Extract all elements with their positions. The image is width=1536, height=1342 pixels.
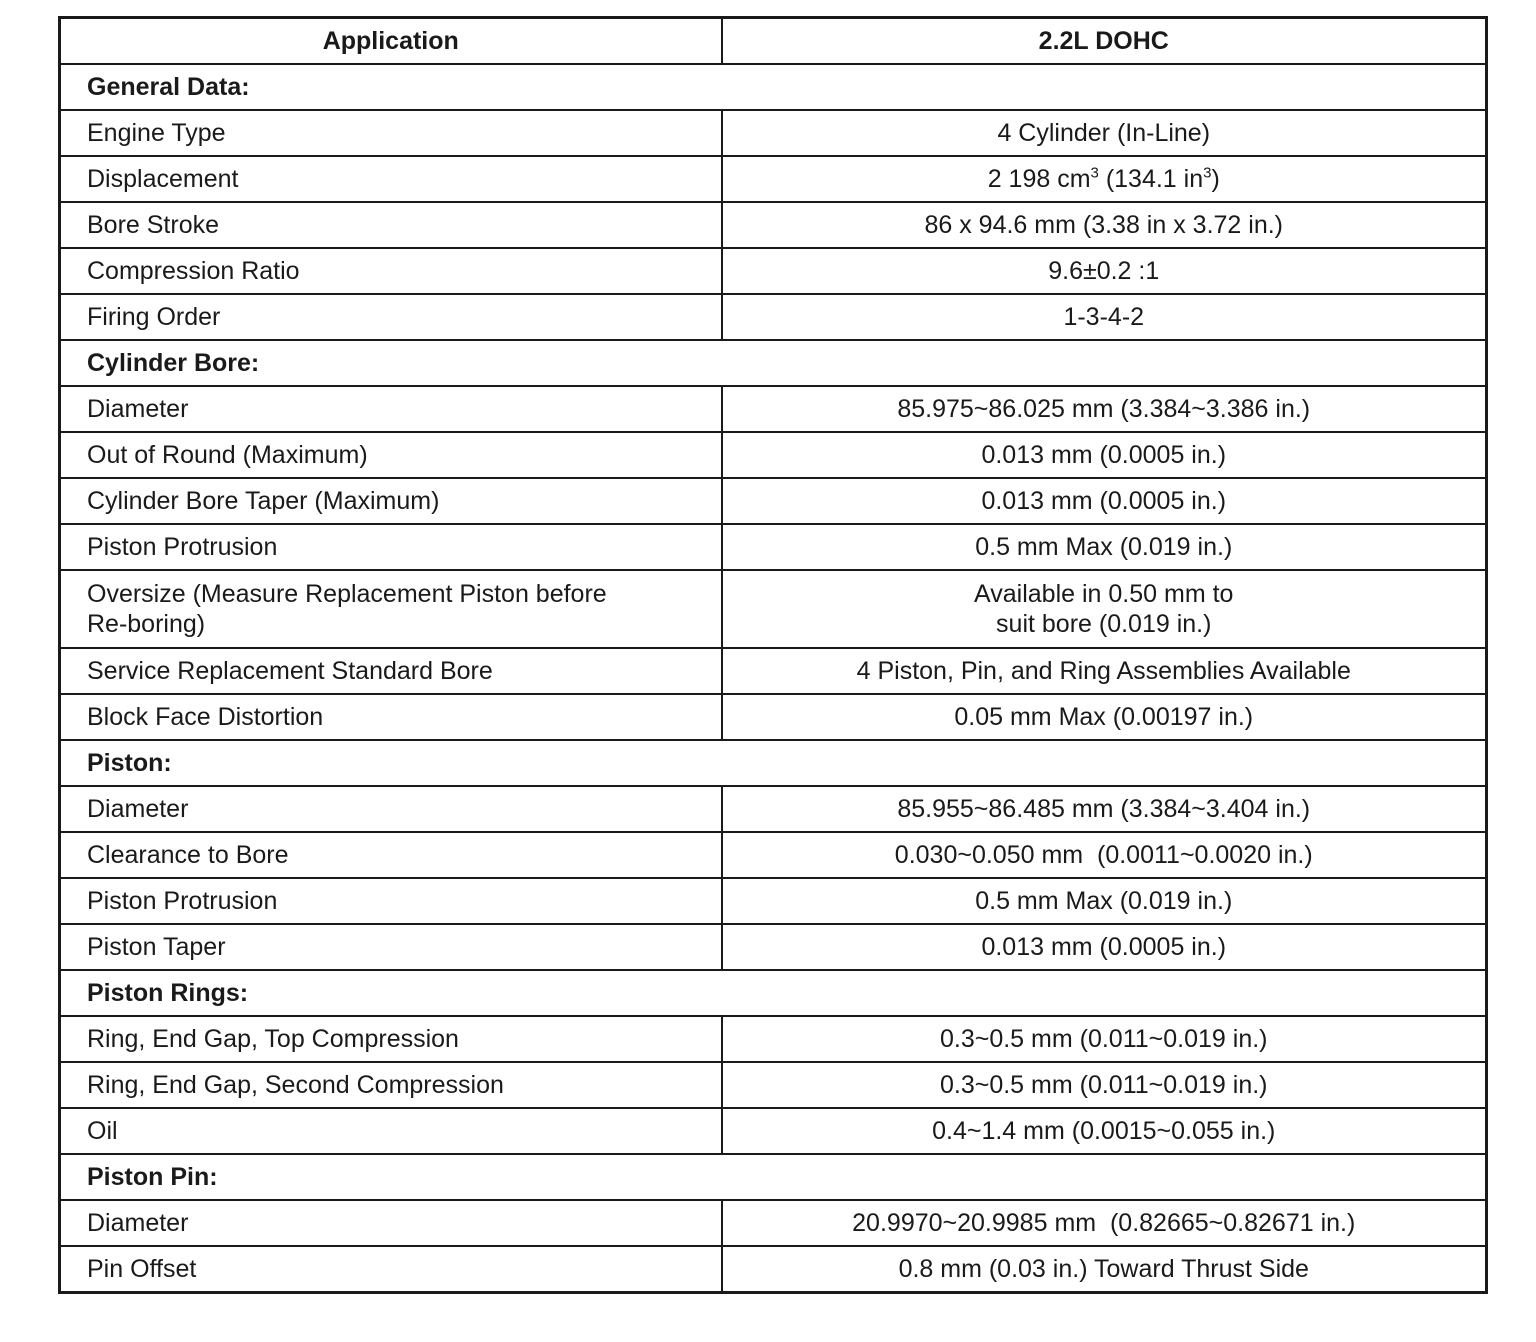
row-value: 0.013 mm (0.0005 in.) (722, 478, 1487, 524)
table-row (60, 110, 1487, 156)
row-label: Bore Stroke (60, 202, 722, 248)
header-application: Application (60, 18, 722, 65)
row-value: 0.5 mm Max (0.019 in.) (722, 878, 1487, 924)
table-row (60, 832, 1487, 878)
table-row (60, 386, 1487, 432)
table-row (60, 1062, 1487, 1108)
section-row (60, 970, 1487, 1016)
row-label: Ring, End Gap, Top Compression (60, 1016, 722, 1062)
row-label: Oil (60, 1108, 722, 1154)
row-label: Service Replacement Standard Bore (60, 648, 722, 694)
row-label: Piston Protrusion (60, 878, 722, 924)
table-row (60, 524, 1487, 570)
table-row (60, 202, 1487, 248)
table-row (60, 1016, 1487, 1062)
table-row (60, 1246, 1487, 1293)
row-value: 0.8 mm (0.03 in.) Toward Thrust Side (722, 1246, 1487, 1293)
table-row (60, 786, 1487, 832)
row-label: Out of Round (Maximum) (60, 432, 722, 478)
row-value: 0.3~0.5 mm (0.011~0.019 in.) (722, 1062, 1487, 1108)
row-label: Diameter (60, 386, 722, 432)
row-value: 9.6±0.2 :1 (722, 248, 1487, 294)
section-row (60, 1154, 1487, 1200)
table-row (60, 1108, 1487, 1154)
row-label: Pin Offset (60, 1246, 722, 1293)
row-value: 85.975~86.025 mm (3.384~3.386 in.) (722, 386, 1487, 432)
section-title: General Data: (60, 64, 1487, 110)
row-value: 0.013 mm (0.0005 in.) (722, 924, 1487, 970)
row-label: Displacement (60, 156, 722, 202)
row-label: Clearance to Bore (60, 832, 722, 878)
table-row (60, 648, 1487, 694)
spec-table (58, 16, 1488, 1294)
row-label: Engine Type (60, 110, 722, 156)
section-row (60, 64, 1487, 110)
row-label: Compression Ratio (60, 248, 722, 294)
row-value: 1-3-4-2 (722, 294, 1487, 340)
row-value: 4 Piston, Pin, and Ring Assemblies Available (722, 648, 1487, 694)
row-value: 0.013 mm (0.0005 in.) (722, 432, 1487, 478)
section-title: Piston Rings: (60, 970, 1487, 1016)
table-row (60, 924, 1487, 970)
row-value: 2 198 $cm^3$ (134.1 $in^3$) (722, 156, 1487, 202)
table-row (60, 1200, 1487, 1246)
header-engine: 2.2L DOHC (722, 18, 1487, 65)
row-label: Ring, End Gap, Second Compression (60, 1062, 722, 1108)
header-row (60, 18, 1487, 65)
table-row (60, 294, 1487, 340)
row-value: 0.05 mm Max (0.00197 in.) (722, 694, 1487, 740)
row-value: 0.5 mm Max (0.019 in.) (722, 524, 1487, 570)
row-label: Piston Taper (60, 924, 722, 970)
table-row (60, 694, 1487, 740)
row-value: 0.030~0.050 mm (0.0011~0.0020 in.) (722, 832, 1487, 878)
row-label: Block Face Distortion (60, 694, 722, 740)
section-title: Piston: (60, 740, 1487, 786)
row-value: 86 x 94.6 mm (3.38 in x 3.72 in.) (722, 202, 1487, 248)
row-value: Available in 0.50 mm to suit bore (0.019 in.) (722, 570, 1487, 648)
table-row (60, 248, 1487, 294)
table-row (60, 478, 1487, 524)
row-label: Firing Order (60, 294, 722, 340)
row-label: Piston Protrusion (60, 524, 722, 570)
table-row (60, 570, 1487, 648)
row-value: 4 Cylinder (In-Line) (722, 110, 1487, 156)
row-value: 0.4~1.4 mm (0.0015~0.055 in.) (722, 1108, 1487, 1154)
row-label: Diameter (60, 1200, 722, 1246)
table-row (60, 156, 1487, 202)
section-row (60, 740, 1487, 786)
row-label: Oversize (Measure Replacement Piston before Re-boring) (60, 570, 722, 648)
row-label: Diameter (60, 786, 722, 832)
row-value: 0.3~0.5 mm (0.011~0.019 in.) (722, 1016, 1487, 1062)
row-label: Cylinder Bore Taper (Maximum) (60, 478, 722, 524)
row-value: 20.9970~20.9985 mm (0.82665~0.82671 in.) (722, 1200, 1487, 1246)
table-row (60, 878, 1487, 924)
section-title: Cylinder Bore: (60, 340, 1487, 386)
row-value: 85.955~86.485 mm (3.384~3.404 in.) (722, 786, 1487, 832)
table-row (60, 432, 1487, 478)
section-row (60, 340, 1487, 386)
section-title: Piston Pin: (60, 1154, 1487, 1200)
